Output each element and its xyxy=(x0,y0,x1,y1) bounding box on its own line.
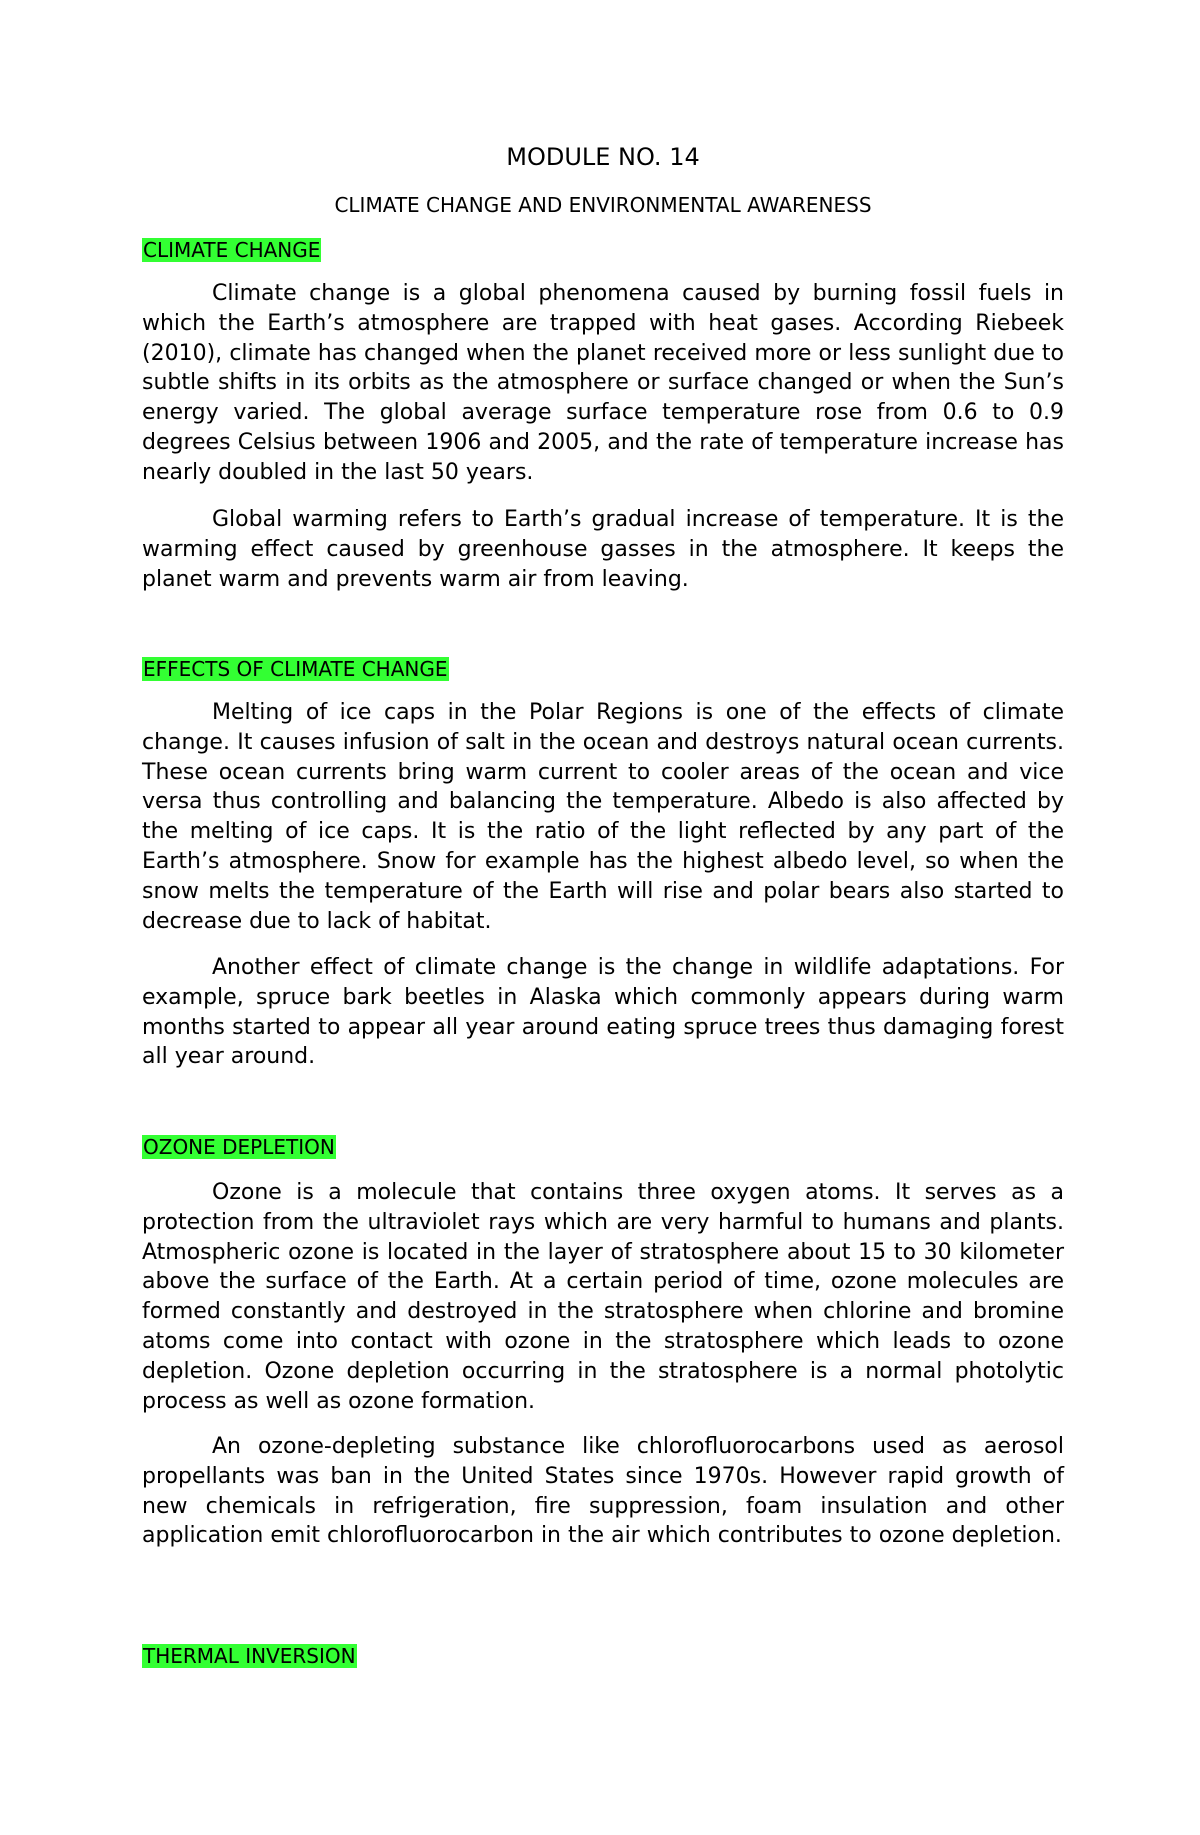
paragraph-ozone-1: Ozone is a molecule that contains three oxygen atoms. It serves as a protection from the ultraviolet rays which are very harmful to humans and plants. Atmospheric ozone is located in the layer of stratosphere about 15 to 30 kilometer above the surface of the Earth. At a certain period of time, ozone molecules are formed constantly and destroyed in the stratosphere when chlorine and bromine atoms come into contact with ozone in the stratosphere which leads to ozone depletion. Ozone depletion occurring in the stratosphere is a normal photolytic process as well as ozone formation. xyxy=(142,1180,1064,1414)
heading-highlight: THERMAL INVERSION xyxy=(143,1644,356,1668)
paragraph-climate-change-2: Global warming refers to Earth’s gradual increase of temperature. It is the warming effect caused by greenhouse gasses in the atmosphere. It keeps the planet warm and prevents warm air from leaving. xyxy=(142,507,1064,592)
paragraph-effects-2: Another effect of climate change is the change in wildlife adaptations. For example, spruce bark beetles in Alaska which commonly appears during warm months started to appear all year around eating spruce trees thus damaging forest all year around. xyxy=(142,955,1064,1070)
paragraph-climate-change-1: Climate change is a global phenomena caused by burning fossil fuels in which the Earth’s atmosphere are trapped with heat gases. According Riebeek (2010), climate has changed when the planet received more or less sunlight due to subtle shifts in its orbits as the atmosphere or surface changed or when the Sun’s energy varied. The global average surface temperature rose from 0.6 to 0.9 degrees Celsius between 1906 and 2005, and the rate of temperature increase has nearly doubled in the last 50 years. xyxy=(142,281,1064,485)
paragraph-ozone-2: An ozone-depleting substance like chlorofluorocarbons used as aerosol propellants was ban in the United States since 1970s. However rapid growth of new chemicals in refrigeration, fire suppression, foam insulation and other application emit chlorofluorocarbon in the air which contributes to ozone depletion. xyxy=(142,1434,1064,1549)
section-heading-thermal-inversion xyxy=(142,1642,357,1670)
section-heading-climate-change xyxy=(142,236,321,264)
section-heading-ozone-depletion xyxy=(142,1133,336,1161)
heading-highlight: CLIMATE CHANGE xyxy=(143,238,321,262)
paragraph-effects-1: Melting of ice caps in the Polar Regions is one of the effects of climate change. It causes infusion of salt in the ocean and destroys natural ocean currents. These ocean currents bring warm current to cooler areas of the ocean and vice versa thus controlling and balancing the temperature. Albedo is also affected by the melting of ice caps. It is the ratio of the light reflected by any part of the Earth’s atmosphere. Snow for example has the highest albedo level, so when the snow melts the temperature of the Earth will rise and polar bears also started to decrease due to lack of habitat. xyxy=(142,700,1064,934)
heading-highlight: EFFECTS OF CLIMATE CHANGE xyxy=(143,657,448,681)
heading-highlight: OZONE DEPLETION xyxy=(143,1135,335,1159)
module-title: MODULE NO. 14 xyxy=(506,143,700,171)
module-subtitle: CLIMATE CHANGE AND ENVIRONMENTAL AWARENESS xyxy=(334,193,872,217)
section-heading-effects-of-climate-change xyxy=(142,655,449,683)
